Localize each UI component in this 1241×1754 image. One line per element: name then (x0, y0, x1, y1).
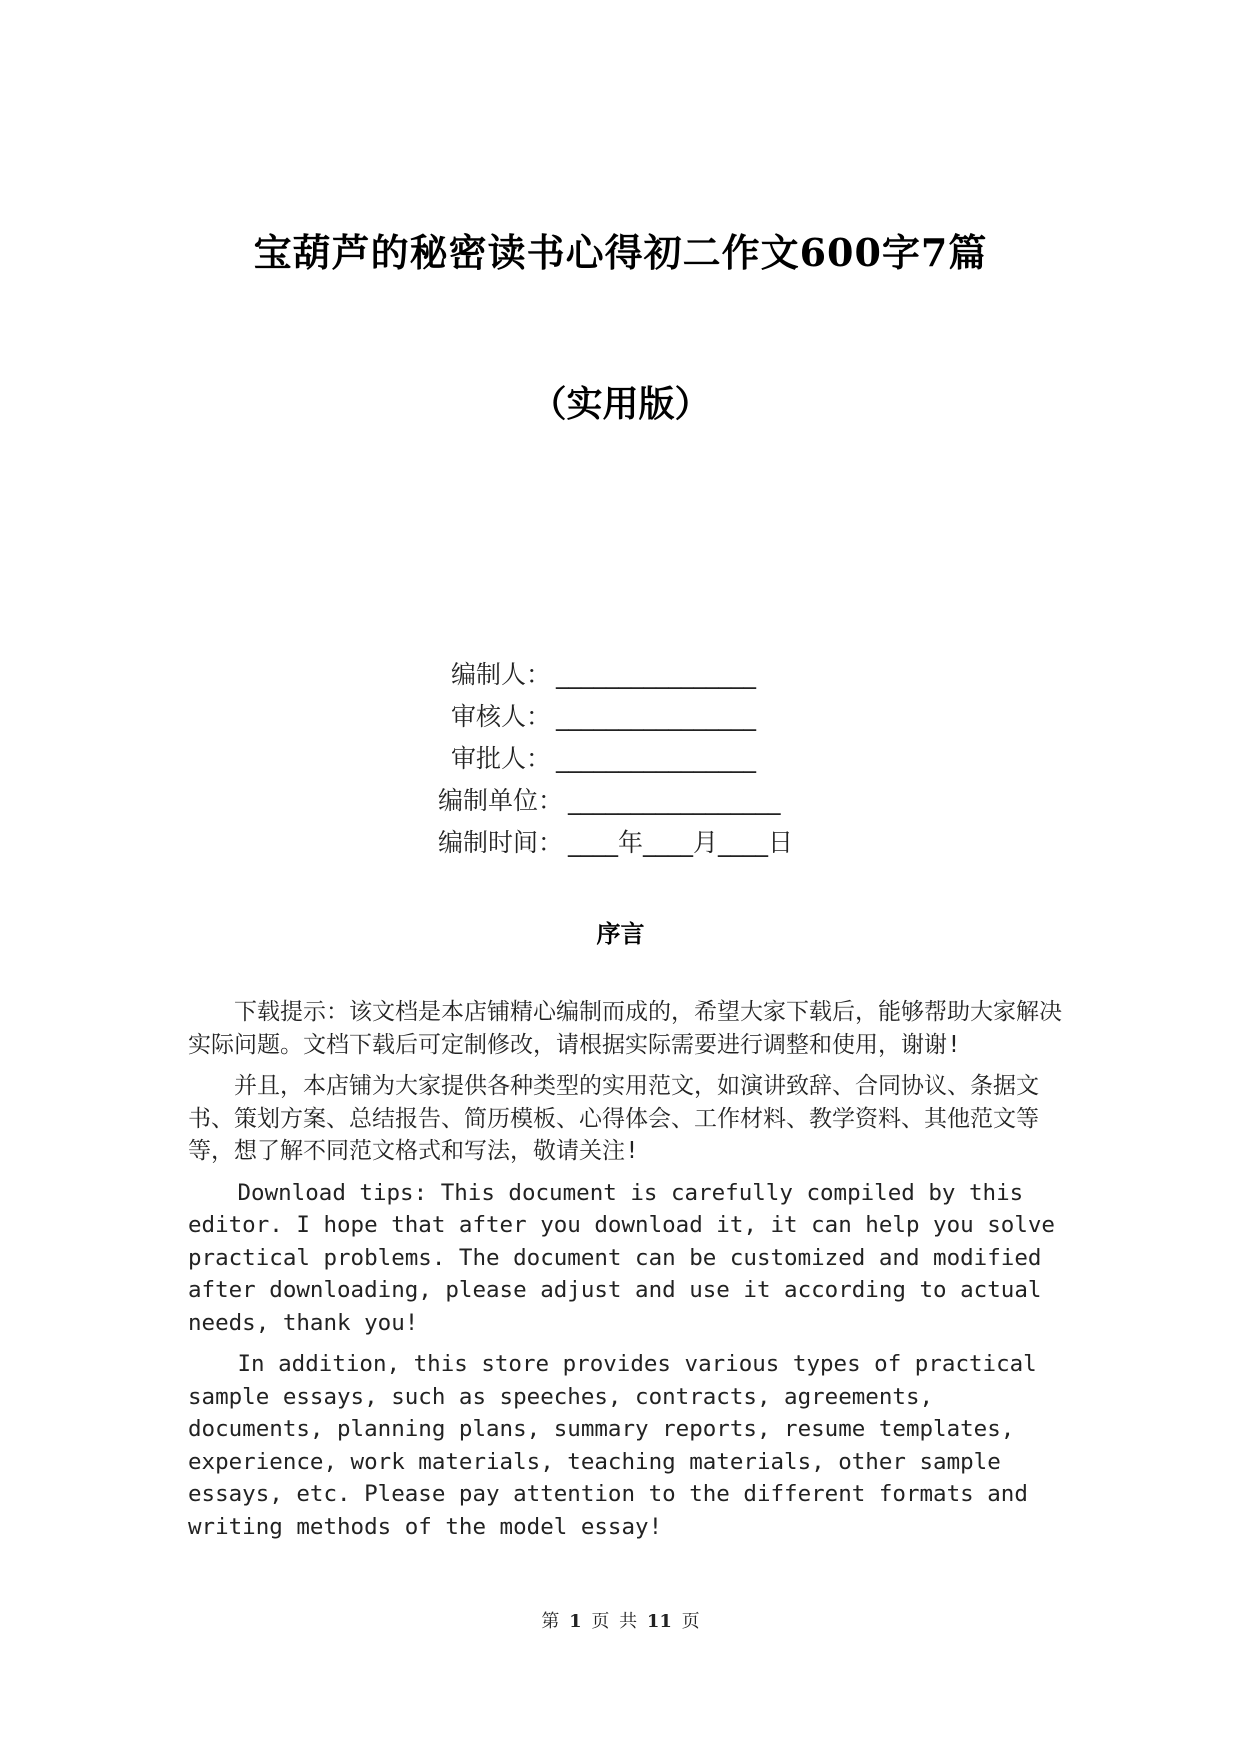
author-field: ________________ (556, 660, 756, 689)
preface-body (188, 996, 1068, 1552)
preface-paragraph-1: 下载提示：该文档是本店铺精心编制而成的，希望大家下载后，能够帮助大家解决实际问题。文档下载后可定制修改，请根据实际需要进行调整和使用，谢谢! (188, 999, 1062, 1058)
unit-row (0, 780, 1241, 822)
reviewer-row (0, 696, 1241, 738)
preface-paragraph-3: Download tips: This document is carefully compiled by this editor. I hope that after you download it, it can help you solve practical problems. The document can be customized and modified after downloading, please adjust and use it according to actual needs, thank you! (188, 1179, 1055, 1336)
unit-label: 编制单位： (438, 786, 564, 815)
preface-heading: 序言 (596, 920, 645, 948)
time-label: 编制时间： (438, 828, 564, 857)
page-footer (0, 1607, 1241, 1633)
time-row (0, 822, 1241, 864)
document-subtitle: （实用版） (530, 383, 711, 425)
reviewer-label: 审核人： (451, 702, 552, 731)
approver-label: 审批人： (451, 744, 552, 773)
metadata-block (0, 654, 1241, 864)
approver-row (0, 738, 1241, 780)
preface-paragraph-4: In addition, this store provides various types of practical sample essays, such as speeches, contracts, agreements, documents, planning plans, summary reports, resume templates, experience, work materials, teaching materials, other sample essays, etc. Please pay attention to the different formats and writing methods of the model essay! (188, 1351, 1037, 1540)
current-page-number: 1 (569, 1611, 582, 1632)
unit-field: _________________ (568, 786, 781, 815)
author-label: 编制人： (451, 660, 552, 689)
footer-suffix: 页 (681, 1611, 700, 1632)
document-title: 宝葫芦的秘密读书心得初二作文600字7篇 (253, 230, 988, 275)
reviewer-field: ________________ (556, 702, 756, 731)
total-page-count: 11 (646, 1611, 672, 1632)
footer-prefix: 第 (541, 1611, 560, 1632)
preface-paragraph-2: 并且，本店铺为大家提供各种类型的实用范文，如演讲致辞、合同协议、条据文书、策划方案、总结报告、简历模板、心得体会、工作材料、教学资料、其他范文等等，想了解不同范文格式和写法，敬请关注! (188, 1073, 1039, 1164)
author-row (0, 654, 1241, 696)
approver-field: ________________ (556, 744, 756, 773)
time-field: ____年____月____日 (568, 828, 794, 857)
footer-middle: 页 共 (591, 1611, 638, 1632)
